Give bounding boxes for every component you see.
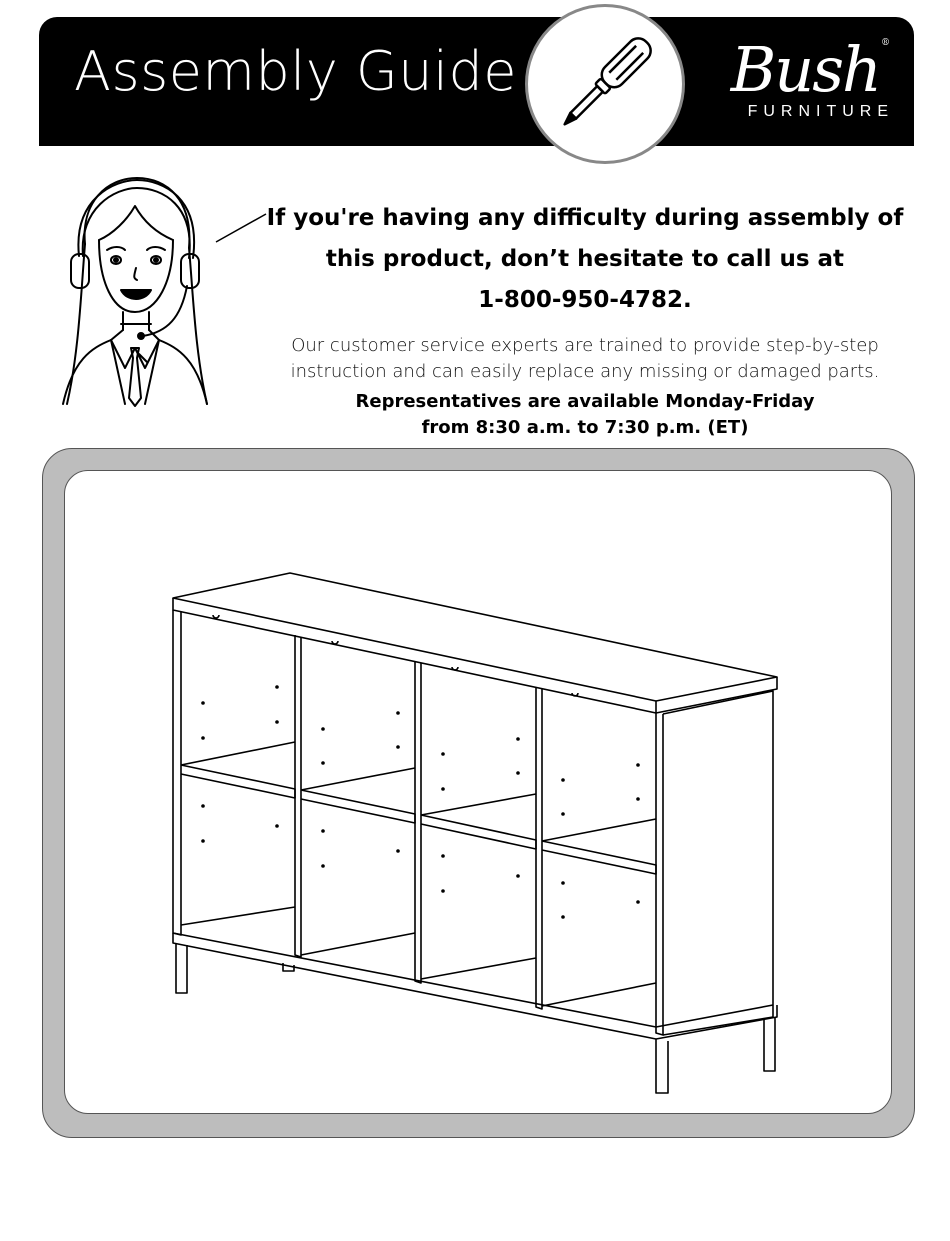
brand-logo	[730, 33, 894, 121]
support-hours-line: Representatives are available Monday-Friday	[355, 391, 815, 412]
cabinet-illustration	[65, 471, 891, 1113]
brand-name: Bush	[730, 33, 880, 106]
support-hours-line: from 8:30 a.m. to 7:30 p.m. (ET)	[421, 417, 749, 438]
registered-mark: ®	[881, 38, 888, 48]
page-title: Assembly Guide	[74, 40, 518, 103]
support-callout	[265, 198, 905, 441]
support-hours-text	[265, 389, 905, 441]
product-illustration-panel	[64, 470, 892, 1114]
support-agent-illustration	[55, 172, 220, 422]
speech-line-icon	[212, 206, 272, 246]
screwdriver-icon	[525, 4, 685, 164]
support-phone-number: 1-800-950-4782.	[478, 287, 692, 313]
brand-subtitle: FURNITURE	[747, 103, 894, 120]
support-body-text	[265, 333, 905, 385]
header-banner	[39, 17, 914, 146]
support-lead-text: If you're having any difficulty during assembly of this product, don’t hesitate to call us at	[266, 205, 904, 272]
support-body-line: Our customer service experts are trained to provide step-by-step	[291, 335, 879, 356]
support-body-line: instruction and can easily replace any missing or damaged parts.	[290, 361, 880, 382]
